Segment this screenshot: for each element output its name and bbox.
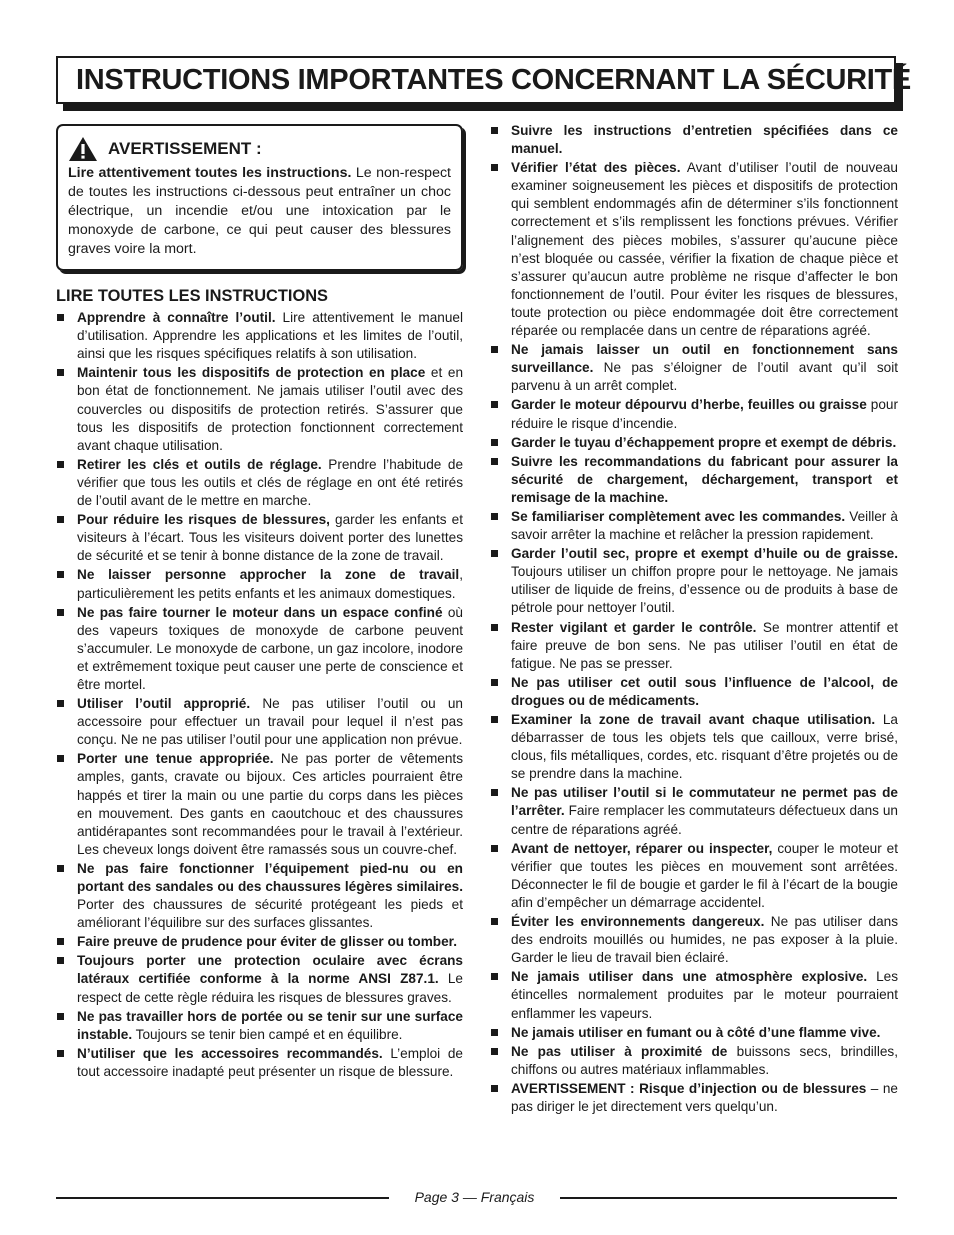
right-column xyxy=(490,122,898,1117)
instruction-bold: AVERTISSEMENT : Risque d’injection ou de blessures xyxy=(511,1080,867,1096)
instruction-bold: Ne pas faire tourner le moteur dans un espace confiné xyxy=(77,604,443,620)
instruction-text: Ne pas utiliser l’outil ou un accessoire pour effectuer un travail pour lequel il n’est pas conçu. Ne ne pas utiliser l’outil pour une application non prévue. xyxy=(77,696,463,748)
instruction-item xyxy=(56,1045,463,1081)
instruction-item xyxy=(490,434,898,452)
instruction-item xyxy=(490,1043,898,1079)
instruction-bold: Vérifier l’état des pièces. xyxy=(511,160,681,176)
instruction-item xyxy=(56,309,463,363)
page-title: INSTRUCTIONS IMPORTANTES CONCERNANT LA SÉCURITÉ xyxy=(76,63,911,96)
instruction-bold: Utiliser l’outil approprié. xyxy=(77,696,251,712)
instruction-text: Prendre l’habitude de vérifier que tous les outils et clés de réglage en ont été retirés de l’outil avant de le mettre en marche. xyxy=(77,456,463,509)
instruction-item xyxy=(56,695,463,749)
instruction-item xyxy=(490,396,898,432)
instruction-item xyxy=(56,604,463,694)
instruction-bold: Ne pas faire fonctionner l’équipement pied-nu ou en portant des sandales ou des chaussures légères similaires. xyxy=(77,860,463,894)
instruction-item xyxy=(490,508,898,544)
instruction-item xyxy=(490,913,898,967)
warning-box xyxy=(56,124,463,271)
instruction-bold: Éviter les environnements dangereux. xyxy=(511,914,765,930)
instruction-item xyxy=(56,860,463,932)
instruction-item xyxy=(56,952,463,1006)
instruction-item xyxy=(56,566,463,602)
instruction-bold: Ne pas utiliser à proximité de xyxy=(511,1043,728,1059)
page-footer: Page 3 — Français xyxy=(414,1189,535,1205)
instruction-bold: Rester vigilant et garder le contrôle. xyxy=(511,619,757,635)
instruction-text: Veiller à savoir arrêter la machine et relâcher la pression rapidement. xyxy=(511,508,898,543)
footer-rule-left xyxy=(56,1197,389,1199)
instruction-text: , particulièrement les petits enfants et les animaux domestiques. xyxy=(77,567,463,601)
instruction-bold: Faire preuve de prudence pour éviter de glisser ou tomber. xyxy=(77,934,457,950)
instruction-item xyxy=(490,711,898,783)
instruction-bold: Porter une tenue appropriée. xyxy=(77,751,274,767)
warning-text-body: Le non-respect de toutes les instructions ci-dessous peut entraîner un choc électrique, un incendie et/ou une intoxication par le monoxyde de carbone, ce qui peut causer des blessures graves voire la mort. xyxy=(68,165,451,257)
instruction-bold: Ne laisser personne approcher la zone de travail xyxy=(77,567,460,583)
instruction-bold: Examiner la zone de travail avant chaque utilisation. xyxy=(511,712,876,727)
footer-rule-right xyxy=(560,1197,897,1199)
instruction-bold: Garder le moteur dépourvu d’herbe, feuilles ou graisse xyxy=(511,397,867,413)
section-title: LIRE TOUTES LES INSTRUCTIONS xyxy=(56,287,328,305)
instruction-bold: Suivre les recommandations du fabricant pour assurer la sécurité de chargement, déchargement, transport et remisage de la machine. xyxy=(511,453,898,505)
instruction-text: garder les enfants et visiteurs à l’écart. Tous les visiteurs doivent porter des lunettes de sécurité et se tenir à bonne distance de la zone de travail. xyxy=(77,512,463,564)
instruction-item xyxy=(56,1008,463,1044)
instruction-text: Porter des chaussures de sécurité protégeant les pieds et améliorant l’équilibre sur des surfaces glissantes. xyxy=(77,897,463,931)
instruction-text: Ne pas utiliser dans des endroits mouillés ou humides, ne pas exposer à la pluie. Garder le lieu de travail bien éclairé. xyxy=(511,914,898,966)
instruction-text: Ne pas s’éloigner de l’outil avant qu’il soit parvenu à un arrêt complet. xyxy=(511,360,898,394)
instruction-bold: Ne jamais utiliser dans une atmosphère explosive. xyxy=(511,969,868,985)
page-title-banner xyxy=(56,56,911,104)
instruction-item xyxy=(490,453,898,507)
instruction-text: où des vapeurs toxiques de monoxyde de carbone peuvent s’accumuler. Le monoxyde de carbone, un gaz incolore, inodore et extrêmement toxique peut causer une perte de conscience et être mortel. xyxy=(77,604,463,692)
instruction-text: Ne pas porter de vêtements amples, gants, cravate ou bijoux. Ces articles pourraient être happés et tirer la main ou une partie du corps dans les pièces en mouvement. Des gants en caoutchouc et des chaussures antidérapantes sont recommandées pour le travail à l’extérieur. Les cheveux longs doivent être ramassés sous un couvre-chef. xyxy=(77,751,463,857)
instruction-item xyxy=(490,968,898,1022)
instruction-text: Lire attentivement le manuel d’utilisation. Apprendre les applications et les limites de l’outil, ainsi que les risques spécifiques relatifs à son utilisation. xyxy=(77,310,463,362)
instruction-text: Les étincelles normalement produites par le moteur pourraient enflammer les vapeurs. xyxy=(511,969,898,1021)
instruction-bold: Se familiariser complètement avec les commandes. xyxy=(511,508,846,524)
instruction-text: buissons secs, brindilles, chiffons ou autres matériaux inflammables. xyxy=(511,1043,898,1077)
warning-header xyxy=(68,136,451,162)
instruction-bold: Ne pas travailler hors de portée ou se tenir sur une surface instable. xyxy=(77,1008,463,1042)
instruction-text: Avant d’utiliser l’outil de nouveau examiner soigneusement les pièces et dispositifs de protection qui semblent endommagés afin de déterminer s’ils fonctionnent correctement et s’ils remplissent les fonctions prévues. Vérifier l’alignement des pièces mobiles, s’assurer qu’aucune pièce n’est bloquée ou cassée, vérifier la fixation de chaque pièce et s’assurer qu’aucun autre problème ne risque d’affecter le bon fonctionnement de l’outil. Pour éviter les risques de blessures, toute protection ou pièce endommagée doit être correctement réparée ou remplacée dans un centre de réparations agréé. xyxy=(511,160,898,339)
left-column xyxy=(56,124,463,1082)
instruction-bold: N’utiliser que les accessoires recommandés. xyxy=(77,1045,383,1061)
warning-text-bold: Lire attentivement toutes les instructions. xyxy=(68,165,352,181)
warning-label: AVERTISSEMENT : xyxy=(108,138,262,158)
instruction-item xyxy=(490,159,898,340)
instruction-bold: Ne jamais utiliser en fumant ou à côté d’une flamme vive. xyxy=(511,1024,881,1040)
warning-triangle-icon xyxy=(68,136,98,162)
instruction-text: Toujours utiliser un chiffon propre pour le nettoyage. Ne jamais utiliser de liquide de freins, d’essence ou de produits à base de pétrole pour nettoyer l’outil. xyxy=(511,564,898,616)
instruction-item xyxy=(56,456,463,510)
instruction-text: Toujours se tenir bien campé et en équilibre. xyxy=(132,1026,403,1042)
instruction-item xyxy=(490,1080,898,1116)
instruction-bold: Garder le tuyau d’échappement propre et exempt de débris. xyxy=(511,434,897,450)
instruction-text: – ne pas diriger le jet directement vers quelqu’un. xyxy=(511,1080,898,1114)
right-instruction-list xyxy=(490,122,898,1116)
instruction-item xyxy=(490,1024,898,1042)
instruction-bold: Toujours porter une protection oculaire avec écrans latéraux certifiée conforme à la norme ANSI Z87.1. xyxy=(77,953,463,987)
instruction-text: et en bon état de fonctionnement. Ne jamais utiliser l’outil avec des couvercles ou dispositifs de protection retirés. S’assurer que tous les dispositifs de protection fonctionnent correctement avant chaque utilisation. xyxy=(77,365,463,453)
instruction-item xyxy=(56,933,463,951)
instruction-item xyxy=(56,364,463,454)
left-instruction-list xyxy=(56,309,463,1081)
instruction-text: L’emploi de tout accessoire inadapté peut présenter un risque de blessure. xyxy=(77,1045,463,1079)
instruction-bold: Garder l’outil sec, propre et exempt d’huile ou de graisse. xyxy=(511,546,898,562)
instruction-text: Faire remplacer les commutateurs défectueux dans un centre de réparations agréé. xyxy=(511,803,898,837)
instruction-text: couper le moteur et vérifier que toutes les pièces en mouvement sont arrêtées. Déconnecter le fil de bougie et garder le fil à l’écart de la bougie afin d’empêcher un démarrage accidentel. xyxy=(511,840,898,910)
title-box xyxy=(56,56,911,104)
instruction-bold: Ne jamais laisser un outil en fonctionnement sans surveillance. xyxy=(511,342,898,376)
instruction-item xyxy=(490,784,898,838)
instruction-item xyxy=(490,341,898,395)
instruction-bold: Ne pas utiliser cet outil sous l’influence de l’alcool, de drogues ou de médicaments. xyxy=(511,674,898,708)
instruction-text: Le respect de cette règle réduira les risques de blessures graves. xyxy=(77,971,463,1005)
instruction-item xyxy=(490,674,898,710)
instruction-bold: Maintenir tous les dispositifs de protection en place xyxy=(77,365,426,381)
instruction-item xyxy=(56,750,463,859)
instruction-bold: Suivre les instructions d’entretien spécifiées dans ce manuel. xyxy=(511,123,898,157)
instruction-bold: Apprendre à connaître l’outil. xyxy=(77,310,276,326)
instruction-bold: Pour réduire les risques de blessures, xyxy=(77,512,330,528)
instruction-text: Se montrer attentif et faire preuve de bon sens. Ne pas utiliser l’outil en état de fatigue. Ne pas se presser. xyxy=(511,619,898,671)
instruction-bold: Avant de nettoyer, réparer ou inspecter, xyxy=(511,840,773,856)
instruction-item xyxy=(490,122,898,158)
warning-text xyxy=(68,164,451,259)
instruction-item xyxy=(490,545,898,617)
instruction-item xyxy=(56,511,463,565)
instruction-text: La débarrasser de tous les objets tels que cailloux, verre brisé, clous, fils métalliques, cordes, etc. risquant d’être projetés ou de se prendre dans la machine. xyxy=(511,712,898,782)
instruction-item xyxy=(490,840,898,912)
instruction-item xyxy=(490,619,898,673)
instruction-bold: Ne pas utiliser l’outil si le commutateur ne permet pas de l’arrêter. xyxy=(511,785,898,819)
instruction-bold: Retirer les clés et outils de réglage. xyxy=(77,456,322,472)
instruction-text: pour réduire le risque d’incendie. xyxy=(511,397,898,431)
